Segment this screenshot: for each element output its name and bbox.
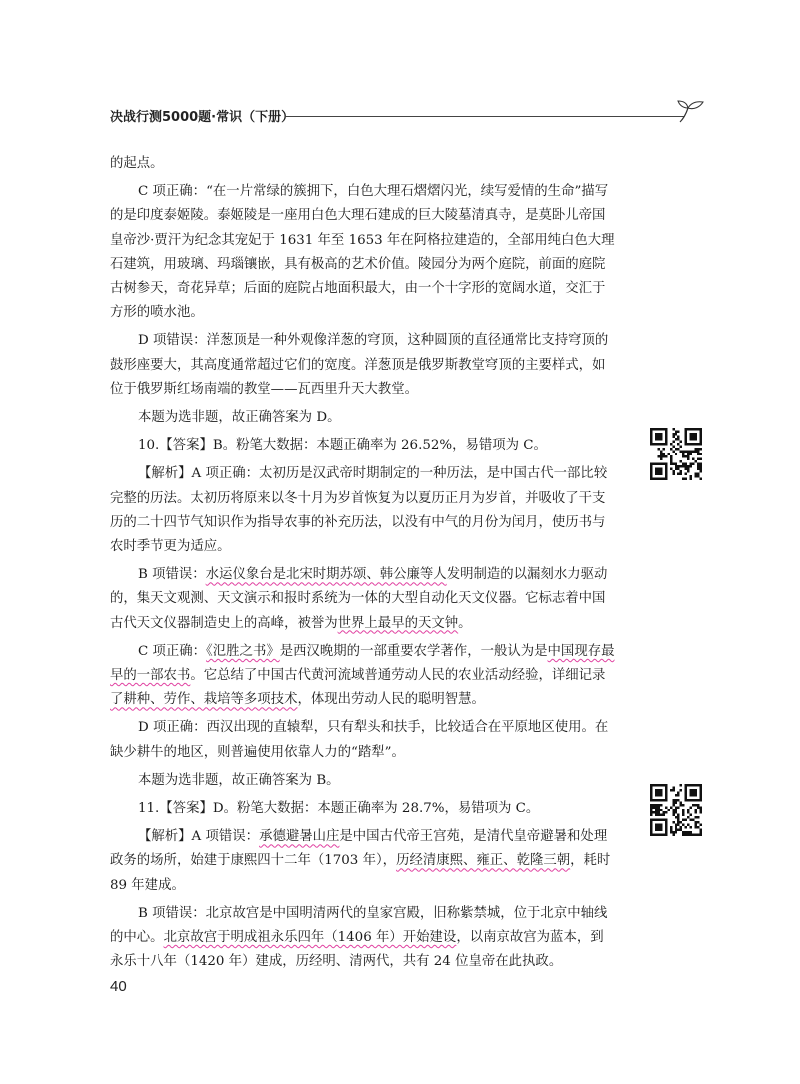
highlight: 承德避暑山庄 bbox=[259, 829, 340, 845]
text-line: 皇帝沙·贾汗为纪念其宠妃于 1631 年至 1653 年在阿格拉建造的，全部用纯白色大理 bbox=[110, 232, 615, 248]
text-line: C 项正确：《氾胜之书》是西汉晚期的一部重要农学著作，一般认为是中国现存最 bbox=[138, 643, 615, 659]
text-line: 早的一部农书。它总结了中国古代黄河流域普通劳动人民的农业活动经验，详细记录 bbox=[110, 668, 606, 684]
text-line: 完整的历法。太初历将原来以冬十月为岁首恢复为以夏历正月为岁首，并吸收了干支 bbox=[110, 490, 606, 506]
qr-code-icon[interactable] bbox=[650, 428, 702, 480]
highlight: 《氾胜之书》 bbox=[206, 643, 280, 659]
text-line: 的中心。北京故宫于明成祖永乐四年（1406 年）开始建设，以南京故宫为蓝本，到 bbox=[110, 930, 604, 946]
text-line: B 项错误：北京故宫是中国明清两代的皇家宫殿，旧称紫禁城，位于北京中轴线 bbox=[138, 905, 608, 921]
leaf-icon bbox=[676, 100, 706, 124]
page-number: 40 bbox=[110, 978, 127, 995]
text-line: 农时季节更为适应。 bbox=[110, 539, 231, 555]
question-answer: 10.【答案】B。粉笔大数据：本题正确率为 26.52%，易错项为 C。 bbox=[138, 438, 547, 454]
highlight: 水运仪象台是北宋时期苏颂、韩公廉等人 bbox=[205, 567, 447, 583]
text-line: D 项错误：洋葱顶是一种外观像洋葱的穹顶，这种圆顶的直径通常比支持穹顶的 bbox=[138, 333, 609, 349]
text-line: 石建筑，用玻璃、玛瑙镶嵌，具有极高的艺术价值。陵园分为两个庭院，前面的庭院 bbox=[110, 256, 606, 272]
highlight: 北京故宫于明成祖永乐四年（1406 年）开始建设 bbox=[163, 930, 457, 946]
answer-conclusion: 本题为选非题，故正确答案为 D。 bbox=[138, 410, 341, 426]
highlight: 中国现存最 bbox=[547, 643, 615, 659]
question-answer: 11.【答案】D。粉笔大数据：本题正确率为 28.7%，易错项为 C。 bbox=[138, 801, 540, 817]
text-line: 的是印度泰姬陵。泰姬陵是一座用白色大理石建成的巨大陵墓清真寺，是莫卧儿帝国 bbox=[110, 208, 606, 224]
highlight: 世界上最早的天文钟 bbox=[337, 615, 459, 631]
text-line: 位于俄罗斯红场南端的教堂——瓦西里升天大教堂。 bbox=[110, 381, 418, 397]
text-line: 历的二十四节气知识作为指导农事的补充历法，以没有中气的月份为闰月，使历书与 bbox=[110, 514, 606, 530]
header-rule bbox=[286, 116, 684, 117]
text-line: 了耕种、劳作、栽培等多项技术，体现出劳动人民的聪明智慧。 bbox=[110, 692, 485, 708]
text-line: 方形的喷水池。 bbox=[110, 305, 204, 321]
highlight: 了耕种、劳作、栽培等多项技术 bbox=[110, 692, 298, 708]
highlight: 历经清康熙、雍正、乾隆三朝 bbox=[396, 853, 571, 869]
text-line: 的，集天文观测、天文演示和报时系统为一体的大型自动化天文仪器。它标志着中国 bbox=[110, 591, 606, 607]
book-title: 决战行测5000题·常识（下册） bbox=[110, 110, 295, 125]
text-line: 永乐十八年（1420 年）建成，历经明、清两代，共有 24 位皇帝在此执政。 bbox=[110, 954, 563, 970]
text-line: 政务的场所，始建于康熙四十二年（1703 年），历经清康熙、雍正、乾隆三朝，耗时 bbox=[110, 853, 611, 869]
text-line: 【解析】A 项正确：太初历是汉武帝时期制定的一种历法，是中国古代一部比较 bbox=[138, 466, 608, 482]
text-line: 缺少耕牛的地区，则普遍使用依靠人力的“踏犁”。 bbox=[110, 744, 405, 760]
text-line: 鼓形座要大，其高度通常超过它们的宽度。洋葱顶是俄罗斯教堂穹顶的主要样式，如 bbox=[110, 357, 606, 373]
text-line: 的起点。 bbox=[110, 156, 164, 171]
text-line: 【解析】A 项错误：承德避暑山庄是中国古代帝王宫苑，是清代皇帝避暑和处理 bbox=[138, 829, 608, 845]
answer-explanations bbox=[110, 152, 624, 975]
text-line: B 项错误：水运仪象台是北宋时期苏颂、韩公廉等人发明制造的以漏刻水力驱动 bbox=[138, 567, 608, 583]
answer-conclusion: 本题为选非题，故正确答案为 B。 bbox=[138, 772, 340, 788]
text-line: 89 年建成。 bbox=[110, 877, 185, 893]
page-header bbox=[110, 100, 710, 140]
qr-code-icon[interactable] bbox=[650, 784, 702, 836]
highlight: 早的一部农书 bbox=[110, 668, 191, 684]
text-line: 古代天文仪器制造史上的高峰，被誉为世界上最早的天文钟。 bbox=[110, 615, 472, 631]
text-line: 古树参天，奇花异草；后面的庭院占地面积最大，由一个十字形的宽阔水道，交汇于 bbox=[110, 281, 606, 297]
text-line: C 项正确：“在一片常绿的簇拥下，白色大理石熠熠闪光，续写爱情的生命”描写 bbox=[138, 184, 609, 200]
text-line: D 项正确：西汉出现的直辕犁，只有犁头和扶手，比较适合在平原地区使用。在 bbox=[138, 720, 609, 736]
